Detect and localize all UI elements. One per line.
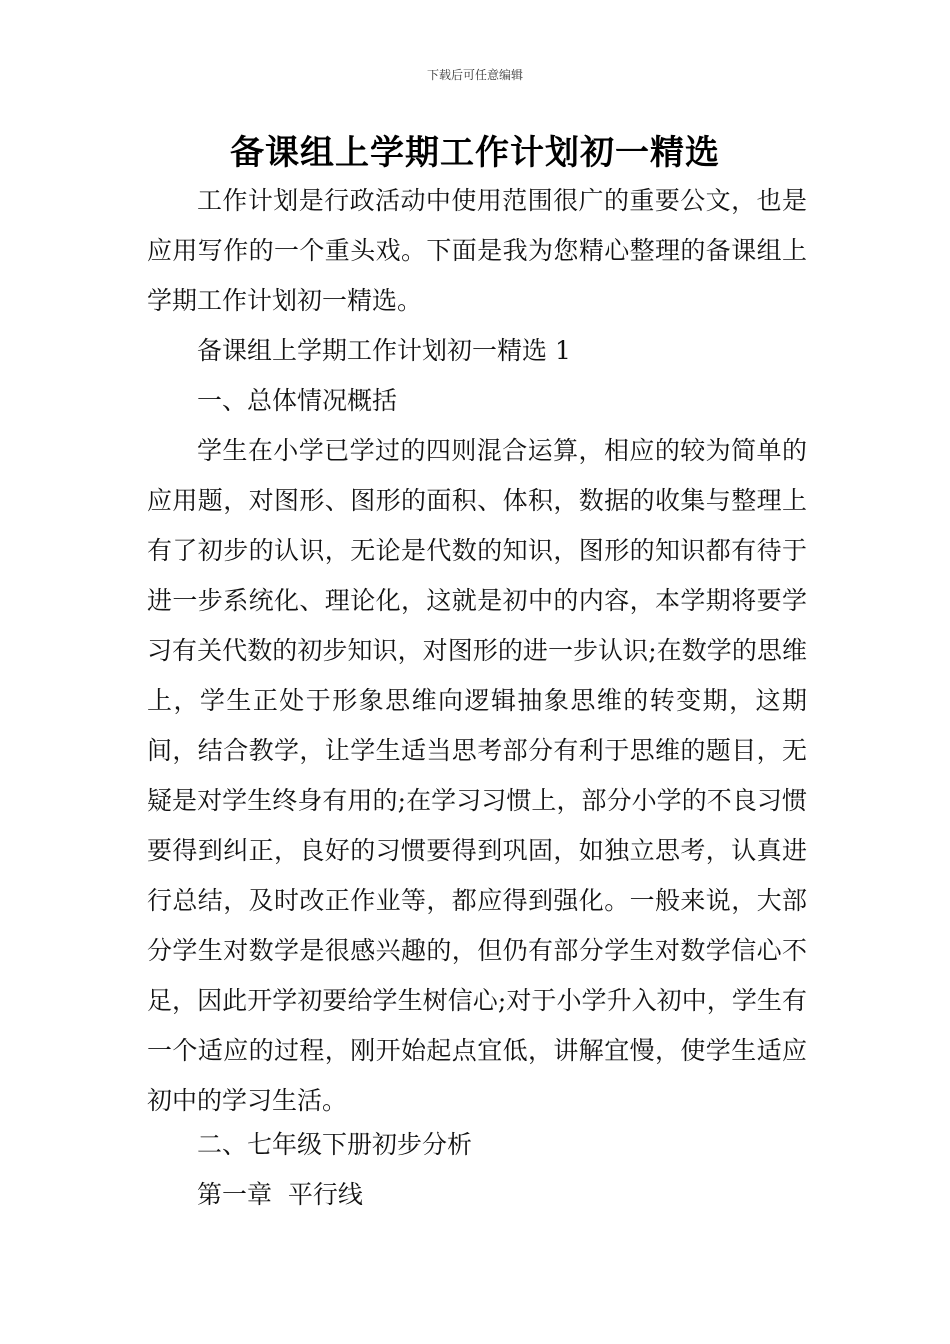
body-paragraph-1 <box>147 426 807 1126</box>
subtitle-line <box>147 326 807 376</box>
section-heading-1 <box>147 376 807 426</box>
section-heading-1-text: 一、总体情况概括 <box>197 386 398 415</box>
section-heading-2-text: 二、七年级下册初步分析 <box>197 1130 473 1159</box>
subtitle-text: 备课组上学期工作计划初一精选 1 <box>197 336 571 365</box>
intro-text: 工作计划是行政活动中使用范围很广的重要公文，也是应用写作的一个重头戏。下面是我为您精心整理的备课组上学期工作计划初一精选。 <box>147 186 807 315</box>
section-heading-2 <box>147 1120 807 1170</box>
header-note: 下载后可任意编辑 <box>426 68 523 82</box>
document-title: 备课组上学期工作计划初一精选 <box>230 133 720 173</box>
body-paragraph-1-text: 学生在小学已学过的四则混合运算，相应的较为简单的应用题，对图形、图形的面积、体积，数据的收集与整理上有了初步的认识，无论是代数的知识，图形的知识都有待于进一步系统化、理论化，这就是初中的内容，本学期将要学习有关代数的初步知识，对图形的进一步认识;在数学的思维上，学生正处于形象思维向逻辑抽象思维的转变期，这期间，结合教学，让学生适当思考部分有利于思维的题目，无疑是对学生终身有用的;在学习习惯上，部分小学的不良习惯要得到纠正，良好的习惯要得到巩固，如独立思考，认真进行总结，及时改正作业等，都应得到强化。一般来说，大部分学生对数学是很感兴趣的，但仍有部分学生对数学信心不足，因此开学初要给学生树信心;对于小学升入初中，学生有一个适应的过程，刚开始起点宜低，讲解宜慢，使学生适应初中的学习生活。 <box>147 436 807 1115</box>
chapter-heading-1 <box>147 1170 807 1220</box>
intro-paragraph <box>147 176 807 326</box>
chapter-heading-1-text: 第一章 平行线 <box>197 1180 363 1209</box>
